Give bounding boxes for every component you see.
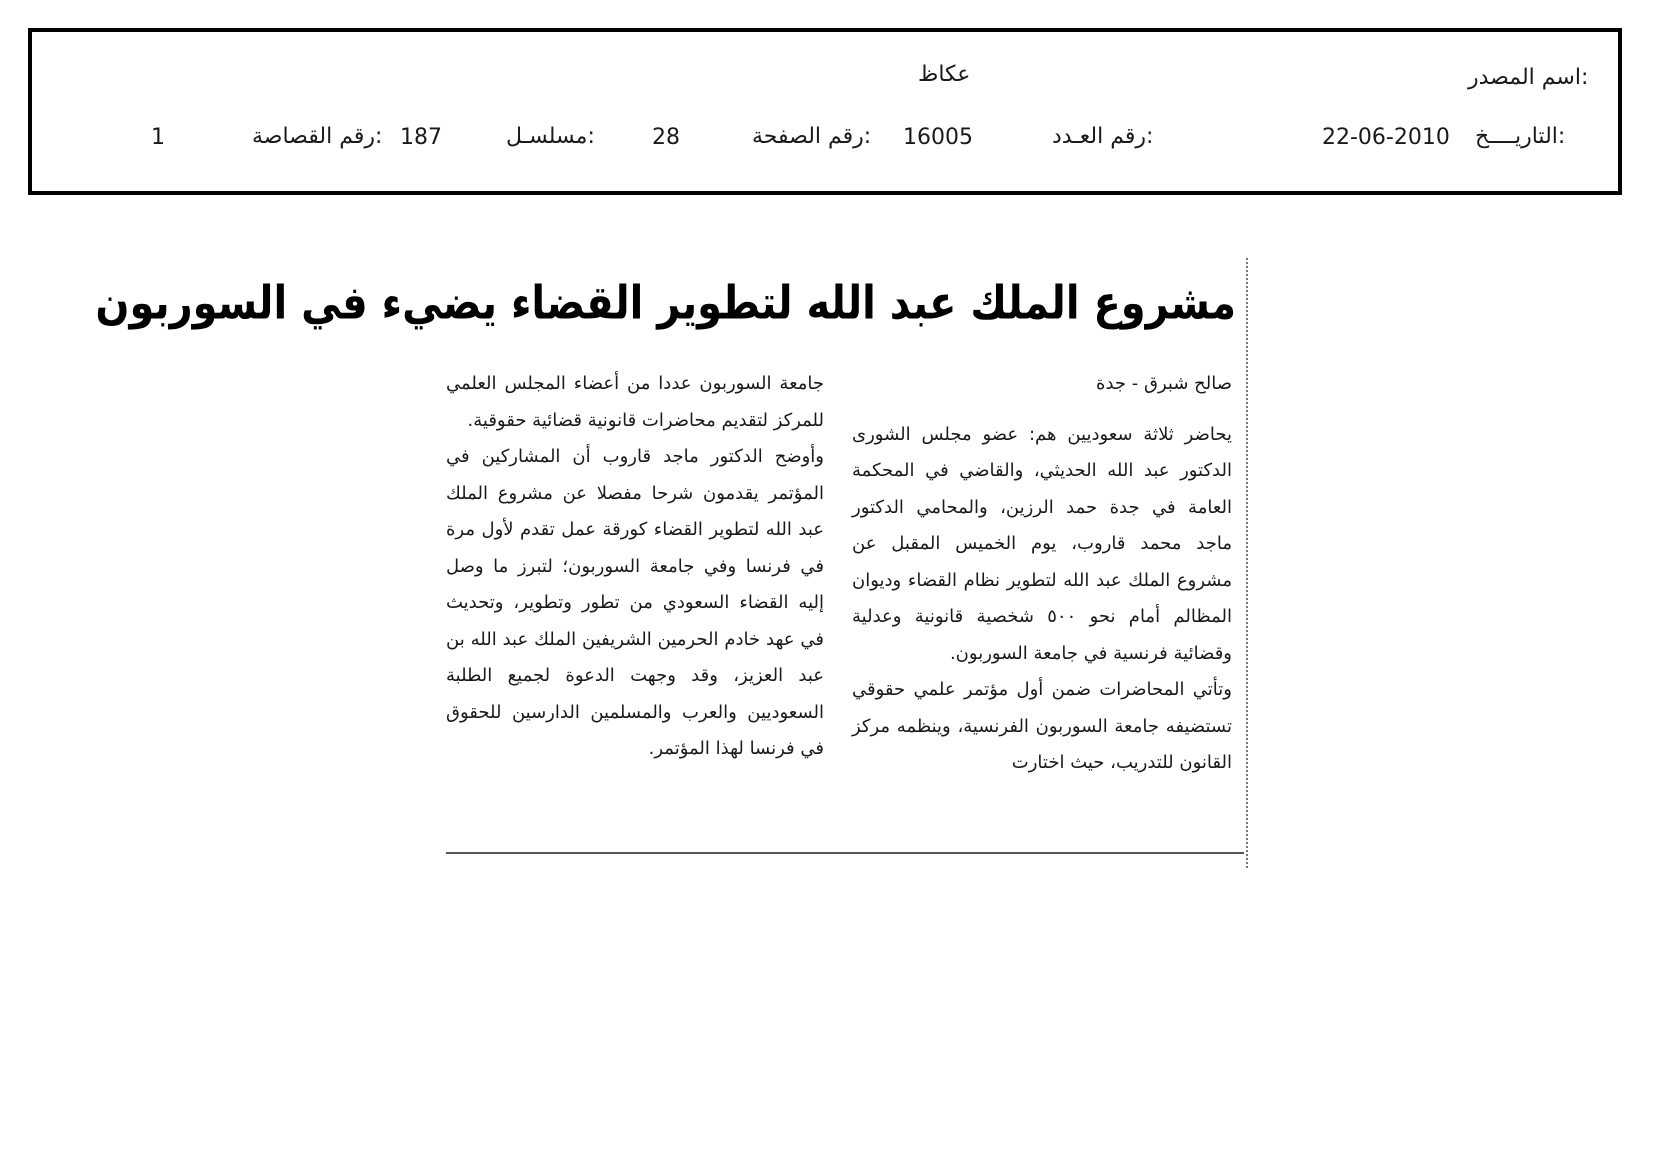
source-label: اسم المصدر: xyxy=(1468,65,1589,90)
clipping-bottom-rule xyxy=(446,852,1244,854)
newspaper-clipping xyxy=(95,258,1248,864)
issue-label: رقم العـدد: xyxy=(1052,124,1154,149)
article-paragraph: وتأتي المحاضرات ضمن أول مؤتمر علمي حقوقي تستضيفه جامعة السوربون الفرنسية، وينظمه مركز القانون للتدريب، حيث اختارت xyxy=(852,679,1232,773)
clipping-cut-edge xyxy=(1246,258,1248,868)
issue-value: 16005 xyxy=(903,125,973,150)
clipping-metadata-box xyxy=(28,28,1622,195)
article-paragraph: وأوضح الدكتور ماجد قاروب أن المشاركين في المؤتمر يقدمون شرحا مفصلا عن مشروع الملك عبد الله لتطوير القضاء كورقة عمل تقدم لأول مرة في فرنسا وفي جامعة السوربون؛ لتبرز ما وصل إليه القضاء السعودي من تطور وتطوير، وتحديث في عهد خادم الحرمين الشريفين الملك عبد الله بن عبد العزيز، وقد وجهت الدعوة لجميع الطلبة السعوديين والعرب والمسلمين الدارسين للحقوق في فرنسا لهذا المؤتمر. xyxy=(446,446,824,759)
serial-value: 187 xyxy=(400,125,442,150)
article-column-right xyxy=(852,366,1232,782)
page-value: 28 xyxy=(652,125,680,150)
date-value: 22-06-2010 xyxy=(1322,125,1450,150)
date-label: التاريــــخ: xyxy=(1475,124,1566,149)
source-value: عكاظ xyxy=(918,62,971,87)
article-paragraph: يحاضر ثلاثة سعوديين هم: عضو مجلس الشورى الدكتور عبد الله الحديثي، والقاضي في المحكمة العامة في جدة حمد الرزين، والمحامي الدكتور ماجد محمد قاروب، يوم الخميس المقبل عن مشروع الملك عبد الله لتطوير نظام القضاء وديوان المظالم أمام نحو ٥٠٠ شخصية قانونية وعدلية وقضائية فرنسية في جامعة السوربون. xyxy=(852,423,1232,664)
article-column-left xyxy=(446,366,824,768)
article-byline: صالح شبرق - جدة xyxy=(1096,373,1232,394)
clipping-number-label: رقم القصاصة: xyxy=(252,124,383,149)
page-label: رقم الصفحة: xyxy=(752,124,872,149)
article-headline: مشروع الملك عبد الله لتطوير القضاء يضيء في السوربون xyxy=(95,276,1236,330)
clipping-number-value: 1 xyxy=(151,125,165,150)
serial-label: مسلسـل: xyxy=(506,124,595,149)
article-paragraph: جامعة السوربون عددا من أعضاء المجلس العلمي للمركز لتقديم محاضرات قانونية قضائية حقوقية. xyxy=(446,373,824,431)
